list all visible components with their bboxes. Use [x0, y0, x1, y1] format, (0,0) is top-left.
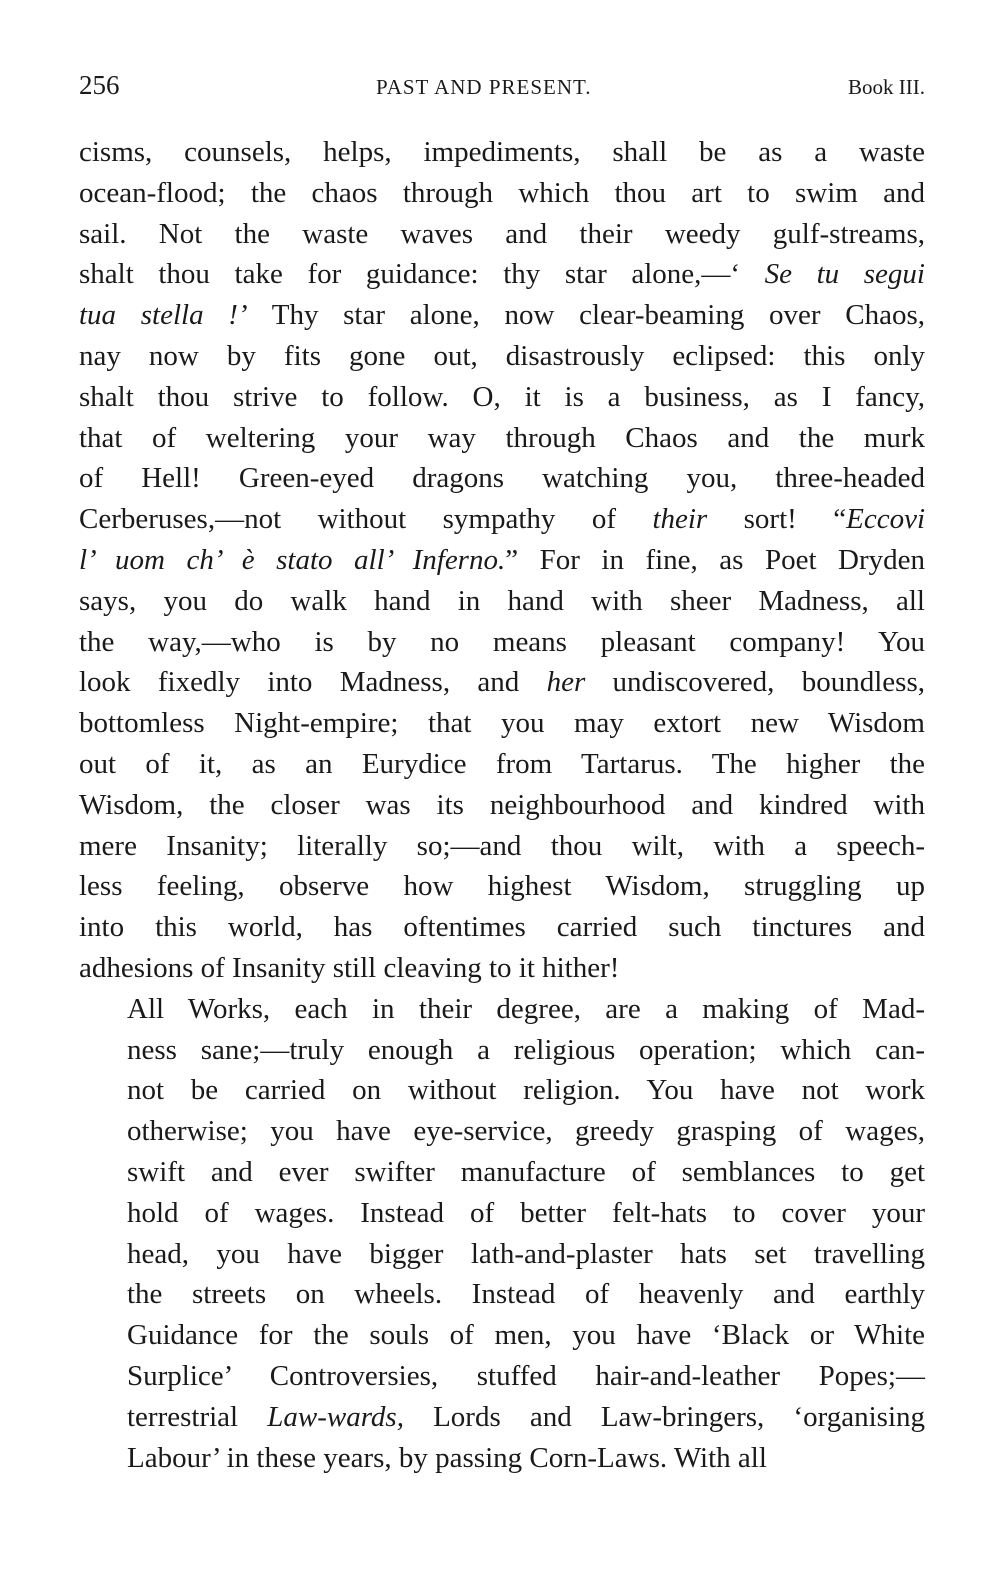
body-text	[79, 132, 925, 1478]
italic-text: l’ uom ch’ è stato all’ Inferno.	[79, 543, 506, 576]
text-segment: shalt thou take for guidance: thy star alone,—‘	[79, 258, 765, 291]
text-segment: that of weltering your way through Chaos and the murk	[79, 421, 925, 454]
text-segment: the way,—who is by no means pleasant company! You	[79, 625, 925, 658]
text-segment: out of it, as an Eurydice from Tartarus. The higher the	[79, 747, 925, 780]
text-segment: All Works, each in their degree, are a making of Mad-	[127, 992, 925, 1025]
text-segment: ” For in fine, as Poet Dryden	[505, 543, 925, 576]
text-line	[79, 1193, 925, 1234]
text-segment: less feeling, observe how highest Wisdom, struggling up	[79, 870, 925, 903]
italic-text: their	[652, 503, 708, 536]
text-line	[79, 1274, 925, 1315]
text-line	[79, 540, 925, 581]
text-segment: into this world, has oftentimes carried such tinctures and	[79, 911, 925, 944]
italic-text: Se tu segui	[764, 258, 925, 291]
text-line	[79, 826, 925, 867]
text-segment: mere Insanity; literally so;—and thou wilt, with a speech-	[79, 829, 925, 862]
text-segment: sail. Not the waste waves and their weedy gulf-streams,	[79, 217, 925, 250]
text-line	[79, 1397, 925, 1438]
text-line	[79, 254, 925, 295]
text-segment: bottomless Night-empire; that you may extort new Wisdom	[79, 707, 925, 740]
text-line	[79, 703, 925, 744]
text-segment: nay now by fits gone out, disastrously eclipsed: this only	[79, 339, 925, 372]
text-line	[79, 581, 925, 622]
text-segment: not be carried on without religion. You have not work	[127, 1074, 925, 1107]
text-line	[79, 377, 925, 418]
text-line	[79, 295, 925, 336]
page-number: 256	[79, 70, 120, 100]
text-segment: Guidance for the souls of men, you have ‘Black or White	[127, 1319, 925, 1352]
italic-text: Eccovi	[846, 503, 926, 536]
text-segment: Cerberuses,—not without sympathy of	[79, 503, 653, 536]
text-line	[79, 866, 925, 907]
book-label: Book III.	[848, 75, 925, 99]
text-line	[79, 785, 925, 826]
text-line	[79, 622, 925, 663]
text-segment: Surplice’ Controversies, stuffed hair-and-leather Popes;—	[127, 1359, 925, 1392]
text-segment: terrestrial	[127, 1400, 268, 1433]
text-line	[79, 662, 925, 703]
text-line	[79, 989, 925, 1030]
paragraph	[79, 989, 925, 1479]
text-line	[79, 1030, 925, 1071]
text-segment: says, you do walk hand in hand with sheer Madness, all	[79, 584, 925, 617]
book-page	[79, 70, 925, 1478]
text-line	[79, 1315, 925, 1356]
text-line	[79, 1111, 925, 1152]
text-segment: Lords and Law-bringers, ‘organising	[403, 1400, 925, 1433]
paragraph	[79, 132, 925, 989]
text-segment: cisms, counsels, helps, impediments, shall be as a waste	[79, 136, 925, 168]
italic-text: Law-wards,	[267, 1400, 404, 1433]
text-line	[79, 336, 925, 377]
text-segment: swift and ever swifter manufacture of semblances to get	[127, 1155, 925, 1188]
text-segment: adhesions of Insanity still cleaving to it hither!	[79, 951, 620, 984]
page-header	[79, 70, 925, 110]
text-segment: ocean-flood; the chaos through which thou art to swim and	[79, 176, 925, 209]
text-line	[79, 418, 925, 459]
text-line	[79, 1234, 925, 1275]
text-line	[79, 1070, 925, 1111]
text-segment: look fixedly into Madness, and	[79, 666, 547, 699]
text-segment: shalt thou strive to follow. O, it is a business, as I fancy,	[79, 380, 925, 413]
text-segment: sort! “	[707, 503, 847, 536]
text-line	[79, 907, 925, 948]
text-segment: undiscovered, boundless,	[585, 666, 925, 699]
text-segment: Wisdom, the closer was its neighbourhood and kindred with	[79, 788, 925, 821]
italic-text: her	[546, 666, 586, 699]
italic-text: tua stella !’	[79, 299, 248, 332]
text-line	[79, 1152, 925, 1193]
text-line	[79, 132, 925, 173]
text-line	[79, 214, 925, 255]
text-segment: head, you have bigger lath-and-plaster hats set travelling	[127, 1237, 925, 1270]
text-segment: otherwise; you have eye-service, greedy grasping of wages,	[127, 1115, 925, 1148]
text-segment: Thy star alone, now clear-beaming over Chaos,	[247, 299, 925, 332]
text-segment: hold of wages. Instead of better felt-hats to cover your	[127, 1196, 925, 1229]
text-line	[79, 948, 925, 989]
text-line	[79, 173, 925, 214]
text-segment: Labour’ in these years, by passing Corn-Laws. With all	[127, 1441, 767, 1474]
text-line	[79, 1356, 925, 1397]
running-title: PAST AND PRESENT.	[375, 75, 592, 99]
text-segment: of Hell! Green-eyed dragons watching you, three-headed	[79, 462, 925, 495]
text-segment: the streets on wheels. Instead of heavenly and earthly	[127, 1278, 925, 1311]
text-line	[79, 458, 925, 499]
text-segment: ness sane;—truly enough a religious operation; which can-	[127, 1033, 925, 1066]
text-line	[79, 1438, 925, 1479]
text-line	[79, 744, 925, 785]
text-line	[79, 499, 925, 540]
